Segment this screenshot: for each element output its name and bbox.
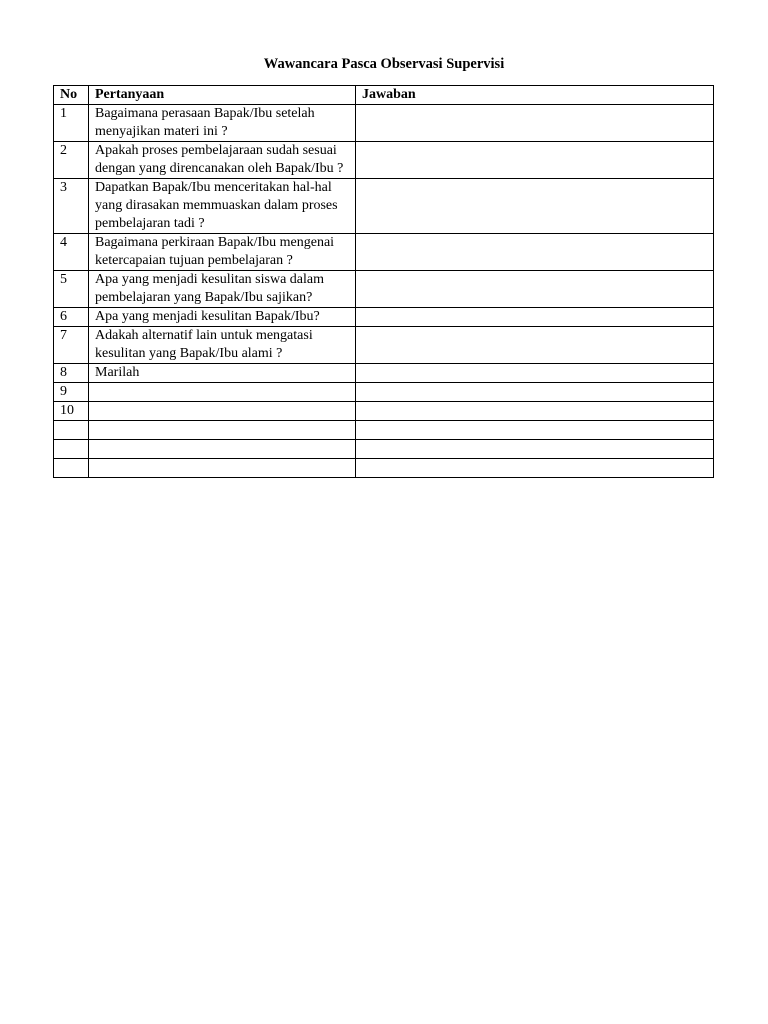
table-row	[54, 308, 714, 327]
row-number: 3	[54, 179, 89, 234]
question-cell: Bagaimana perkiraan Bapak/Ibu mengenai ketercapaian tujuan pembelajaran ?	[89, 234, 356, 271]
answer-cell	[356, 402, 714, 421]
row-number: 4	[54, 234, 89, 271]
answer-cell	[356, 459, 714, 478]
answer-cell	[356, 105, 714, 142]
table-row	[54, 364, 714, 383]
answer-cell	[356, 308, 714, 327]
question-cell: Apakah proses pembelajaraan sudah sesuai dengan yang direncanakan oleh Bapak/Ibu ?	[89, 142, 356, 179]
row-number: 2	[54, 142, 89, 179]
question-cell: Bagaimana perasaan Bapak/Ibu setelah menyajikan materi ini ?	[89, 105, 356, 142]
interview-table	[53, 85, 714, 478]
header-no: No	[54, 86, 89, 105]
header-question: Pertanyaan	[89, 86, 356, 105]
question-cell: Apa yang menjadi kesulitan siswa dalam pembelajaran yang Bapak/Ibu sajikan?	[89, 271, 356, 308]
row-number: 5	[54, 271, 89, 308]
question-cell: Apa yang menjadi kesulitan Bapak/Ibu?	[89, 308, 356, 327]
question-cell	[89, 459, 356, 478]
answer-cell	[356, 383, 714, 402]
row-number	[54, 459, 89, 478]
answer-cell	[356, 440, 714, 459]
question-cell	[89, 402, 356, 421]
table-row	[54, 459, 714, 478]
row-number: 6	[54, 308, 89, 327]
row-number: 8	[54, 364, 89, 383]
table-row	[54, 142, 714, 179]
table-row	[54, 421, 714, 440]
table-row	[54, 383, 714, 402]
answer-cell	[356, 327, 714, 364]
table-row	[54, 179, 714, 234]
row-number: 9	[54, 383, 89, 402]
question-cell: Marilah	[89, 364, 356, 383]
question-cell	[89, 421, 356, 440]
table-row	[54, 271, 714, 308]
row-number: 7	[54, 327, 89, 364]
header-answer: Jawaban	[356, 86, 714, 105]
answer-cell	[356, 234, 714, 271]
row-number: 10	[54, 402, 89, 421]
answer-cell	[356, 271, 714, 308]
table-row	[54, 402, 714, 421]
table-row	[54, 327, 714, 364]
answer-cell	[356, 421, 714, 440]
table-row	[54, 105, 714, 142]
answer-cell	[356, 142, 714, 179]
table-row	[54, 440, 714, 459]
row-number	[54, 440, 89, 459]
answer-cell	[356, 364, 714, 383]
table-row	[54, 234, 714, 271]
question-cell	[89, 440, 356, 459]
table-header-row	[54, 86, 714, 105]
page-title: Wawancara Pasca Observasi Supervisi	[263, 56, 505, 72]
question-cell: Dapatkan Bapak/Ibu menceritakan hal-hal yang dirasakan memmuaskan dalam proses pembelajaran tadi ?	[89, 179, 356, 234]
question-cell: Adakah alternatif lain untuk mengatasi kesulitan yang Bapak/Ibu alami ?	[89, 327, 356, 364]
question-cell	[89, 383, 356, 402]
row-number: 1	[54, 105, 89, 142]
answer-cell	[356, 179, 714, 234]
row-number	[54, 421, 89, 440]
